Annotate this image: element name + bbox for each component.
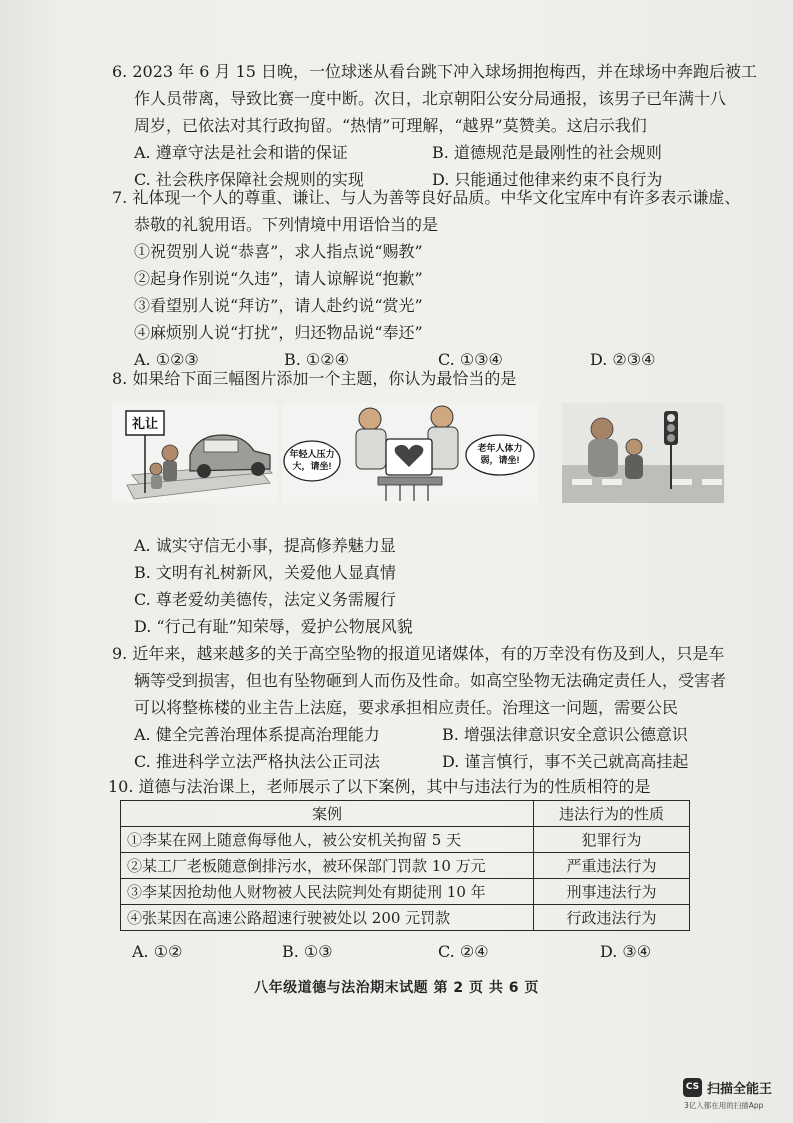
picture-bus-seat (282, 403, 538, 503)
question-10 (108, 773, 708, 800)
option-d: D. “行己有耻”知荣辱，爱护公物展风貌 (134, 617, 413, 636)
scanner-tagline: 3亿人都在用的扫描App (684, 1101, 764, 1110)
option-c: C. 尊老爱幼美德传，法定义务需履行 (134, 590, 396, 609)
table-cell: 行政违法行为 (534, 905, 690, 931)
table-cell: 严重违法行为 (534, 853, 690, 879)
option-b: B. 增强法律意识安全意识公德意识 (442, 725, 688, 744)
question-7-item: ②起身作别说“久违”，请人谅解说“抱歉” (134, 269, 423, 288)
scanner-name: 扫描全能王 (707, 1082, 773, 1097)
question-9-line: 辆等受到损害，但也有坠物砸到人而伤及性命。如高空坠物无法确定责任人，受害者 (134, 671, 727, 690)
option-a: A. ①② (132, 942, 183, 961)
question-6-line: 周岁，已依法对其行政拘留。“热情”可理解，“越界”莫赞美。这启示我们 (134, 116, 647, 135)
sign-label: 礼让 (131, 416, 159, 431)
option-c: C. ①③④ (438, 350, 503, 369)
question-7-item: ①祝贺别人说“恭喜”，求人指点说“赐教” (134, 242, 423, 261)
bubble-elder: 老年人体力 (477, 443, 523, 453)
option-a: A. 遵章守法是社会和谐的保证 (134, 143, 348, 162)
picture-crosswalk (112, 403, 277, 503)
question-6 (112, 58, 758, 193)
question-9 (112, 640, 727, 775)
table-cell: ①李某在网上随意侮辱他人，被公安机关拘留 5 天 (121, 827, 534, 853)
question-8-line: 8. 如果给下面三幅图片添加一个主题，你认为最恰当的是 (112, 369, 517, 388)
cases-table (120, 800, 690, 931)
option-a: A. 健全完善治理体系提高治理能力 (134, 725, 380, 744)
table-cell: ②某工厂老板随意倒排污水，被环保部门罚款 10 万元 (121, 853, 534, 879)
option-d: D. 只能通过他律来约束不良行为 (432, 170, 663, 189)
table-row (121, 853, 690, 879)
bubble-young: 年轻人压力 (289, 449, 335, 459)
option-a: A. 诚实守信无小事，提高修养魅力显 (134, 536, 396, 555)
question-9-line: 可以将整栋楼的业主告上法庭，要求承担相应责任。治理这一问题，需要公民 (134, 698, 679, 717)
scanner-logo-icon: CS (683, 1078, 702, 1097)
question-7-line: 7. 礼体现一个人的尊重、谦让、与人为善等良好品质。中华文化宝库中有许多表示谦虚、 (112, 188, 741, 207)
question-10-line: 10. 道德与法治课上，老师展示了以下案例，其中与违法行为的性质相符的是 (108, 777, 651, 796)
option-d: D. 谨言慎行，事不关己就高高挂起 (442, 752, 689, 771)
question-7-item: ③看望别人说“拜访”，请人赴约说“赏光” (134, 296, 423, 315)
table-row (121, 827, 690, 853)
question-6-line: 6. 2023 年 6 月 15 日晚，一位球迷从看台跳下冲入球场拥抱梅西，并在球场中奔跑后被工 (112, 62, 758, 81)
question-9-line: 9. 近年来，越来越多的关于高空坠物的报道见诸媒体，有的万幸没有伤及到人，只是车 (112, 644, 725, 663)
question-9-options (112, 748, 712, 775)
question-10-options (112, 938, 712, 965)
option-d: D. ③④ (600, 942, 652, 961)
question-7-line: 恭敬的礼貌用语。下列情境中用语恰当的是 (134, 215, 439, 234)
bubble-young-2: 大，请坐! (292, 461, 332, 471)
option-c: C. ②④ (438, 942, 489, 961)
table-row (121, 879, 690, 905)
table-header: 违法行为的性质 (534, 801, 690, 827)
table-cell: ④张某因在高速公路超速行驶被处以 200 元罚款 (121, 905, 534, 931)
question-6-options (112, 139, 712, 166)
bubble-elder-2: 弱，请坐! (480, 455, 520, 465)
option-d: D. ②③④ (590, 350, 656, 369)
table-cell: 刑事违法行为 (534, 879, 690, 905)
table-cell: ③李某因抢劫他人财物被人民法院判处有期徒刑 10 年 (121, 879, 534, 905)
table-header-row (121, 801, 690, 827)
question-6-line: 作人员带离，导致比赛一度中断。次日，北京朝阳公安分局通报，该男子已年满十八 (134, 89, 727, 108)
option-b: B. ①②④ (284, 350, 349, 369)
question-10-option-row (112, 938, 712, 965)
option-a: A. ①②③ (134, 350, 199, 369)
scanner-watermark (683, 1076, 793, 1116)
table-row (121, 905, 690, 931)
table-cell: 犯罪行为 (534, 827, 690, 853)
option-b: B. ①③ (282, 942, 333, 961)
question-8-pictures (112, 403, 724, 503)
option-c: C. 社会秩序保障社会规则的实现 (134, 170, 364, 189)
option-b: B. 道德规范是最刚性的社会规则 (432, 143, 662, 162)
question-7-item: ④麻烦别人说“打扰”，归还物品说“奉还” (134, 323, 423, 342)
question-9-options (112, 721, 712, 748)
page-footer: 八年级道德与法治期末试题 第 2 页 共 6 页 (254, 980, 539, 996)
question-8-options (112, 532, 712, 640)
table-header: 案例 (121, 801, 534, 827)
question-7 (112, 184, 741, 373)
option-b: B. 文明有礼树新风，关爱他人显真情 (134, 563, 396, 582)
question-8 (112, 365, 712, 392)
picture-traffic-light (562, 403, 724, 503)
option-c: C. 推进科学立法严格执法公正司法 (134, 752, 380, 771)
